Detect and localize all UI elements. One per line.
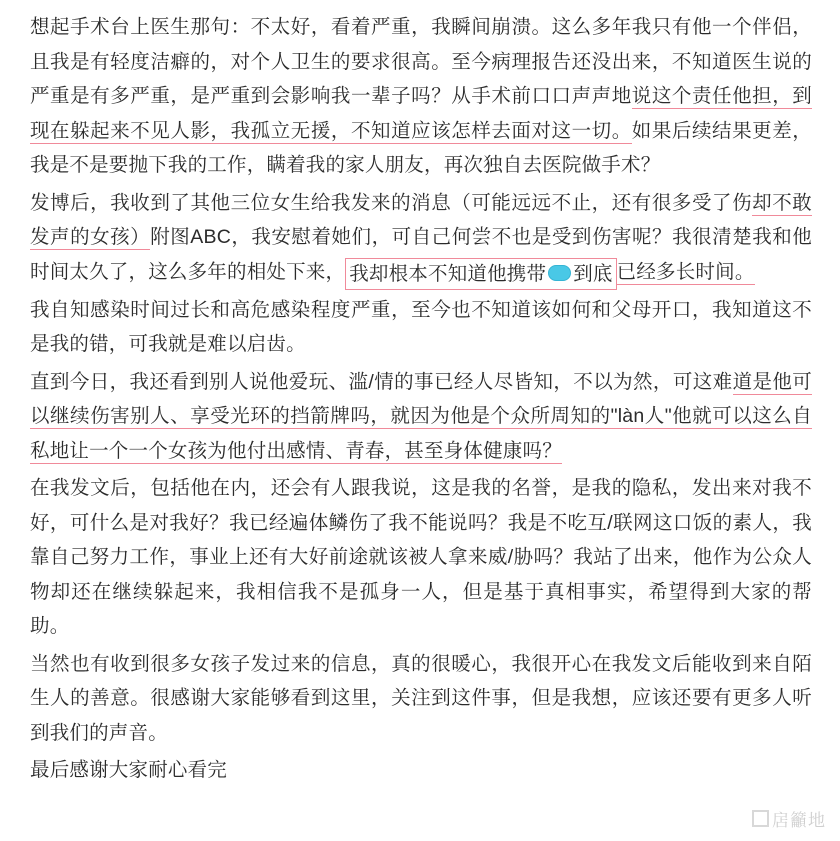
highlighted-text-run: 却不敢发声的女孩）: [30, 191, 812, 248]
paragraph-7: [30, 753, 812, 788]
watermark-logo-icon: [752, 810, 769, 827]
highlighted-text-run: 道是他可以继续伤害别人、享受光环的挡箭牌吗，就因为他是个众所周知的"làn人"他就可以这么自私地让一个一个女孩为他付出感情、青春，甚至身体健康吗？: [30, 370, 812, 462]
paragraph-1: [30, 10, 812, 183]
watermark: [752, 806, 826, 831]
text-run: 到底: [573, 262, 613, 285]
text-run: 附图ABC，我安慰着她们，可自己何尝不也是受到伤害呢？我很清楚我和他时间太久了，这么多年的相处下来，: [30, 226, 812, 283]
text-run: 当然也有收到很多女孩子发过来的信息，真的很暖心，我很开心在我发文后能收到来自陌生人的善意。很感谢大家能够看到这里，关注到这件事，但是我想，应该还要有更多人听到我们的声音。: [30, 652, 812, 744]
highlighted-text-run: 已经多长时间。: [616, 260, 755, 283]
text-run: 如果后续结果更差，我是不是要抛下我的工作，瞒着我的家人朋友，再次独自去医院做手术？: [30, 119, 812, 176]
paragraph-4: [30, 365, 812, 469]
text-run: 最后感谢大家耐心看完: [30, 759, 228, 781]
text-run: 我却根本不知道他携带: [349, 262, 547, 285]
highlighted-text-run: 说这个责任他担，到现在躲起来不见人影，我孤立无援，不知道应该怎样去面对这一切。: [30, 85, 812, 142]
paragraph-5: [30, 471, 812, 644]
paragraph-2: [30, 186, 812, 290]
paragraph-6: [30, 647, 812, 751]
text-run: 在我发文后，包括他在内，还会有人跟我说，这是我的名誉，是我的隐私，发出来对我不好，可什么是对我好？我已经遍体鳞伤了我不能说吗？我是不吃互/联网这口饭的素人，我靠自己努力工作，事业上还有大好前途就该被人拿来威/胁吗？我站了出来，他作为公众人物却还在继续躲起来，我相信我不是孤身一人，但是基于真相事实，希望得到大家的帮助。: [30, 477, 812, 637]
text-run: 我自知感染时间过长和高危感染程度严重，至今也不知道该如何和父母开口，我知道这不是我的错，可我就是难以启齿。: [30, 298, 812, 355]
text-run: 直到今日，我还看到别人说他爱玩、滥/情的事已经人尽皆知，不以为然，可这难: [30, 370, 733, 393]
watermark-text: 扂籲地: [772, 811, 826, 830]
document-body: [30, 10, 812, 788]
text-run: 发博后，我收到了其他三位女生给我发来的消息（可能远远不止，还有很多受了伤: [30, 191, 753, 214]
paragraph-3: [30, 293, 812, 362]
boxed-annotation: [345, 258, 616, 290]
capsule-icon: [548, 265, 571, 281]
text-run: 想起手术台上医生那句：不太好，看着严重，我瞬间崩溃。这么多年我只有他一个伴侣，且我是有轻度洁癖的，对个人卫生的要求很高。至今病理报告还没出来，不知道医生说的严重是有多严重，是严重到会影响我一辈子吗？从手术前口口声声地: [30, 16, 812, 107]
